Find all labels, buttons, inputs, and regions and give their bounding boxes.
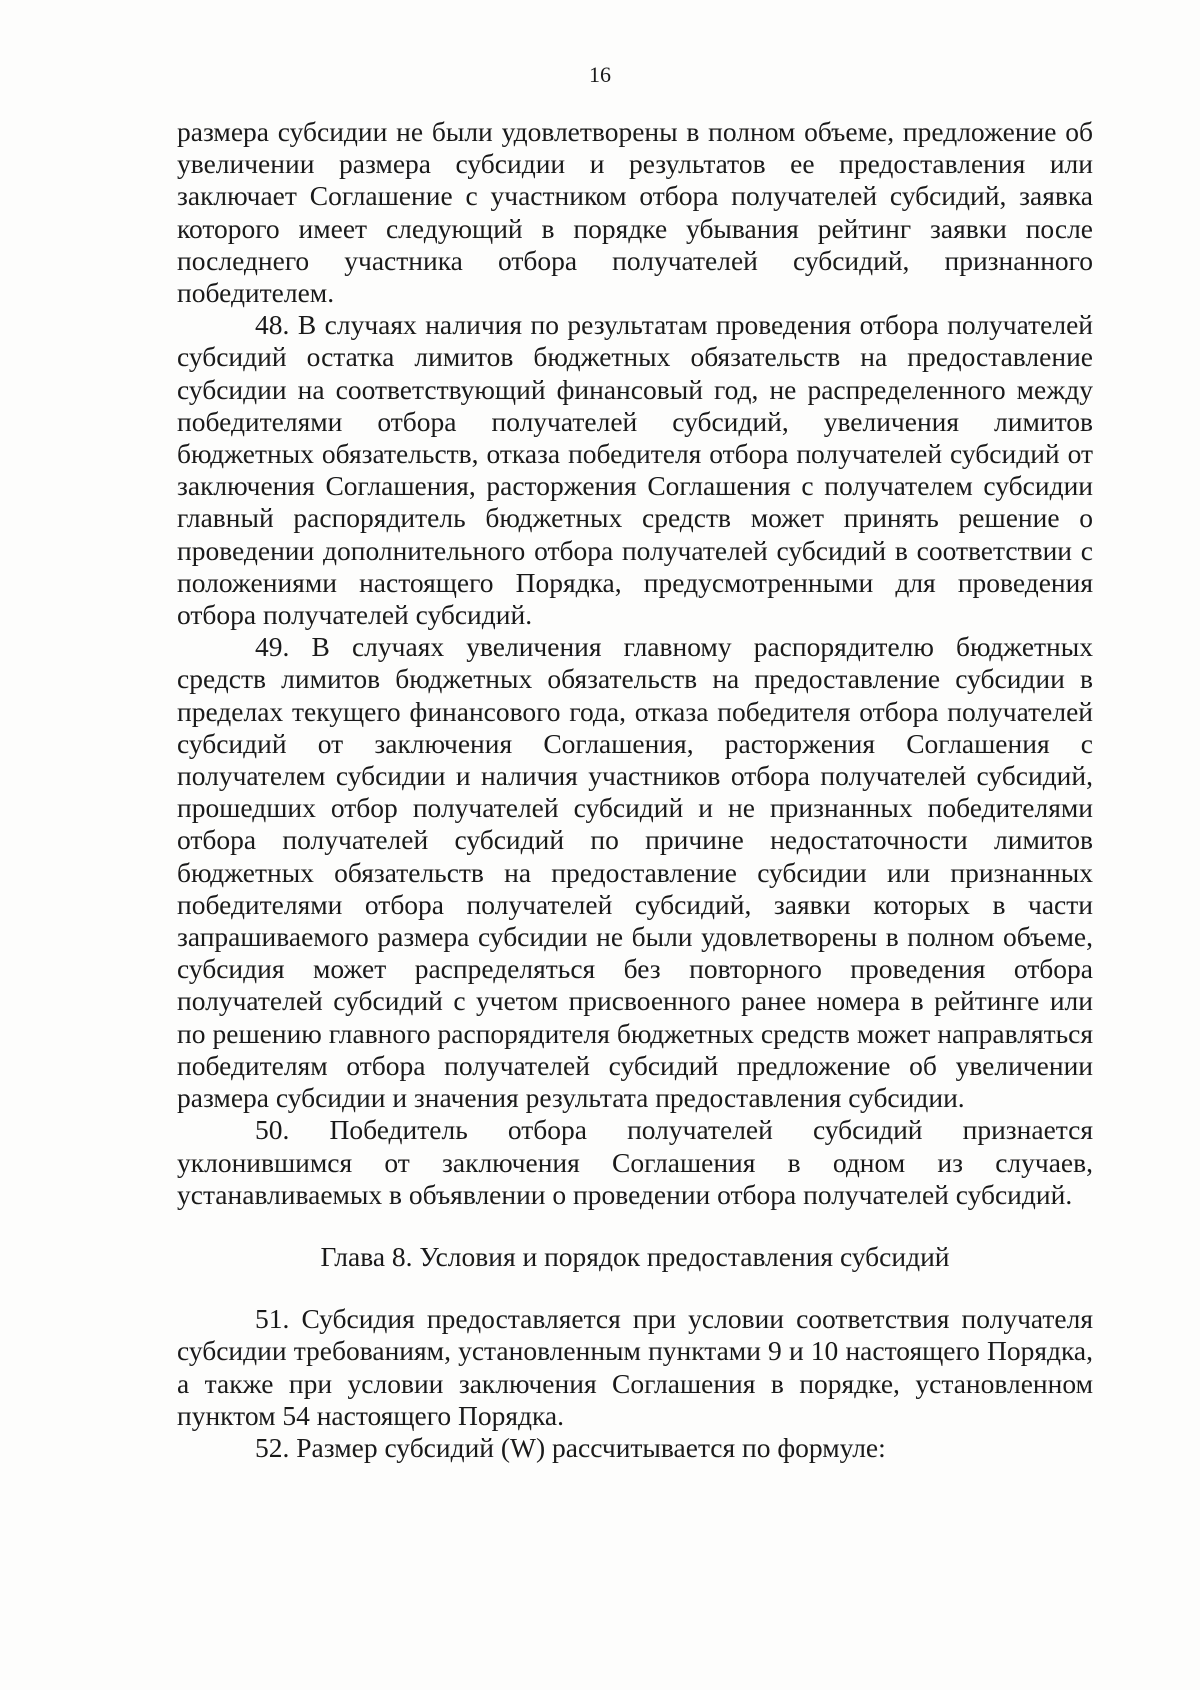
document-body bbox=[177, 116, 1093, 1464]
paragraph-50: 50. Победитель отбора получателей субсидий признается уклонившимся от заключения Соглашения в одном из случаев, устанавливаемых в объявлении о проведении отбора получателей субсидий. bbox=[177, 1114, 1093, 1210]
paragraph-49: 49. В случаях увеличения главному распорядителю бюджетных средств лимитов бюджетных обязательств на предоставление субсидии в пределах текущего финансового года, отказа победителя отбора получателей субсидий от заключения Соглашения, расторжения Соглашения с получателем субсидии и наличия участников отбора получателей субсидий, прошедших отбор получателей субсидий и не признанных победителями отбора получателей субсидий по причине недостаточности лимитов бюджетных обязательств на предоставление субсидии или признанных победителями отбора получателей субсидий, заявки которых в части запрашиваемого размера субсидии не были удовлетворены в полном объеме, субсидия может распределяться без повторного проведения отбора получателей субсидий с учетом присвоенного ранее номера в рейтинге или по решению главного распорядителя бюджетных средств может направляться победителям отбора получателей субсидий предложение об увеличении размера субсидии и значения результата предоставления субсидии. bbox=[177, 631, 1093, 1114]
page-number: 16 bbox=[589, 62, 611, 87]
paragraph-48: 48. В случаях наличия по результатам проведения отбора получателей субсидий остатка лимитов бюджетных обязательств на предоставление субсидии на соответствующий финансовый год, не распределенного между победителями отбора получателей субсидий, увеличения лимитов бюджетных обязательств, отказа победителя отбора получателей субсидий от заключения Соглашения, расторжения Соглашения с получателем субсидии главный распорядитель бюджетных средств может принять решение о проведении дополнительного отбора получателей субсидий в соответствии с положениями настоящего Порядка, предусмотренными для проведения отбора получателей субсидий. bbox=[177, 309, 1093, 631]
paragraph-52: 52. Размер субсидий (W) рассчитывается по формуле: bbox=[255, 1431, 886, 1463]
paragraph-continuation: размера субсидии не были удовлетворены в полном объеме, предложение об увеличении размера субсидии и результатов ее предоставления или заключает Соглашение с участником отбора получателей субсидий, заявка которого имеет следующий в порядке убывания рейтинг заявки после последнего участника отбора получателей субсидий, признанного победителем. bbox=[177, 116, 1093, 309]
chapter-heading: Глава 8. Условия и порядок предоставления субсидий bbox=[320, 1240, 950, 1272]
paragraph-51: 51. Субсидия предоставляется при условии соответствия получателя субсидии требованиям, установленным пунктами 9 и 10 настоящего Порядка, а также при условии заключения Соглашения в порядке, установленном пунктом 54 настоящего Порядка. bbox=[177, 1303, 1093, 1431]
